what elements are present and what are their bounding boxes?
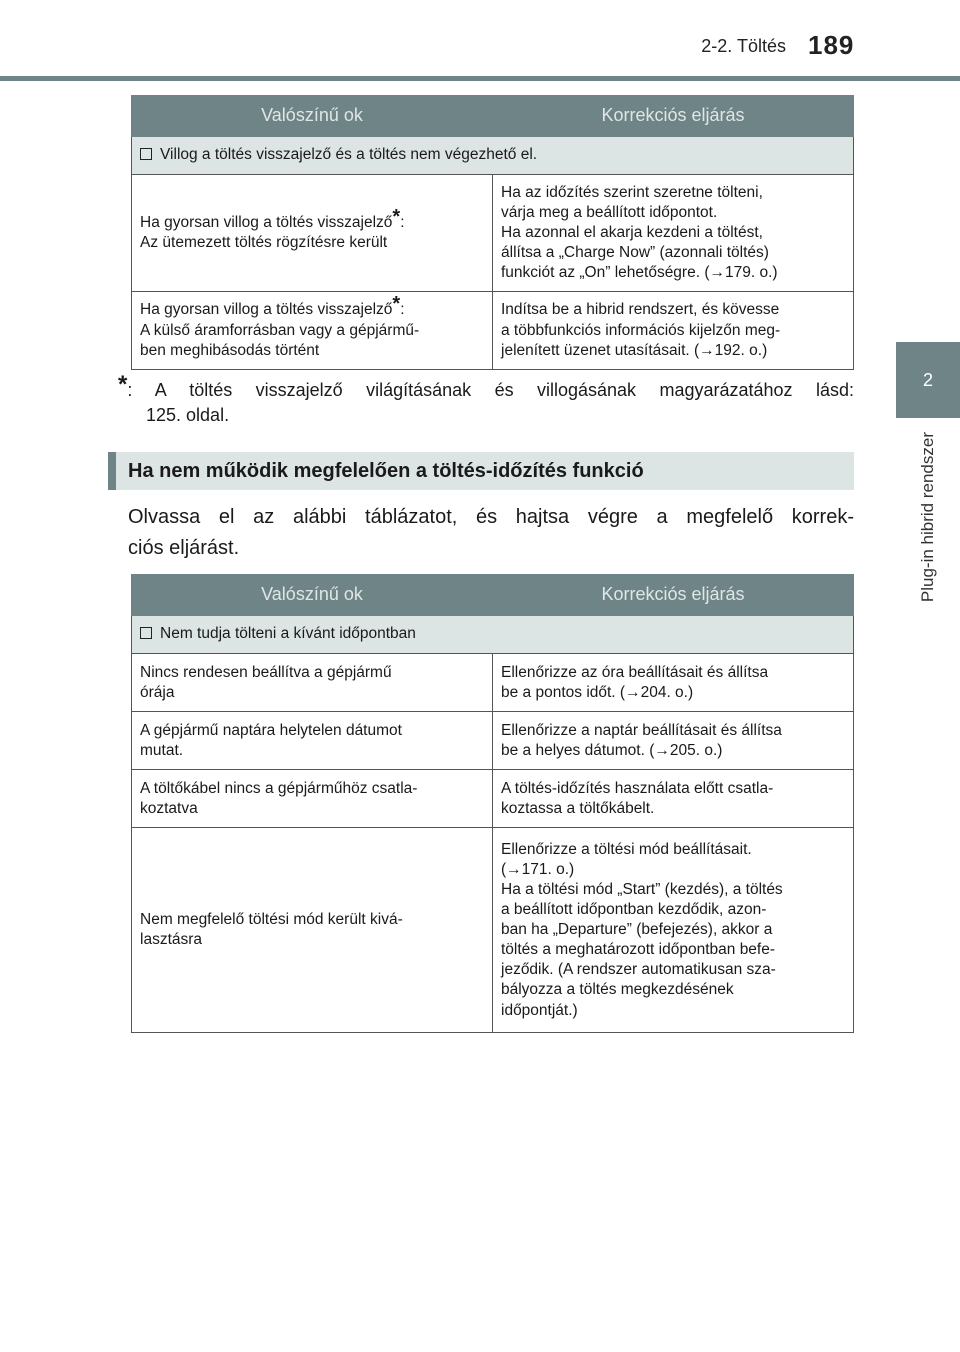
fix-cell	[493, 654, 854, 712]
cause-text: koztatva	[140, 799, 198, 817]
checkbox-bullet-icon	[140, 148, 152, 160]
fix-text: Ha a töltési mód „Start” (kezdés), a töltés	[501, 880, 783, 898]
table-subheader-row	[132, 137, 854, 175]
fix-text: be a pontos időt. (→204. o.)	[501, 683, 694, 701]
header-rule	[0, 76, 960, 81]
intro-line: Olvassa el az alábbi táblázatot, és hajtsa végre a megfelelő korrek-	[128, 506, 854, 528]
table-row	[132, 770, 854, 828]
cause-text: ben meghibásodás történt	[140, 341, 320, 359]
cause-text: Nem megfelelő töltési mód került kivá-	[140, 911, 403, 928]
table-row	[132, 712, 854, 770]
cause-cell	[132, 712, 493, 770]
footnote-line: 125. oldal.	[146, 405, 230, 426]
cause-cell	[132, 770, 493, 828]
cause-text: mutat.	[140, 741, 184, 759]
fix-cell	[493, 175, 854, 292]
table-row	[132, 654, 854, 712]
cause-text: Ha gyorsan villog a töltés visszajelző	[140, 214, 393, 231]
fix-text: Ellenőrizze a töltési mód beállításait.	[501, 840, 752, 858]
column-header-fix: Korrekciós eljárás	[493, 575, 854, 616]
cause-table-2	[131, 574, 854, 1033]
footnote-text: : A töltés visszajelző világításának és villogásának magyarázatához lásd:	[127, 380, 854, 400]
table-subheader-row	[132, 616, 854, 654]
fix-text: állítsa a „Charge Now” (azonnali töltés)	[501, 244, 769, 262]
cause-text: Az ütemezett töltés rögzítésre került	[140, 234, 388, 252]
footnote-mark: *	[392, 293, 401, 316]
column-header-fix: Korrekciós eljárás	[493, 96, 854, 137]
fix-text: a beállított időpontban kezdődik, azon-	[501, 900, 767, 918]
fix-text: be a helyes dátumot. (→205. o.)	[501, 741, 723, 759]
table-header-row	[132, 96, 854, 137]
subheader-text: Villog a töltés visszajelző és a töltés nem végezhető el.	[160, 146, 538, 163]
fix-text: bályozza a töltés megkezdésének	[501, 981, 734, 999]
column-header-cause: Valószínű ok	[132, 96, 493, 137]
fix-cell	[493, 770, 854, 828]
page-number: 189	[808, 30, 855, 60]
fix-text: Ellenőrizze a naptár beállításait és állítsa	[501, 721, 782, 739]
cause-cell	[132, 175, 493, 292]
cause-text: A gépjármű naptára helytelen dátumot	[140, 721, 402, 739]
fix-text: A töltés-időzítés használata előtt csatla-	[501, 779, 774, 797]
fix-cell	[493, 292, 854, 370]
fix-text: időpontját.)	[501, 1001, 578, 1019]
footnote-mark: *	[118, 371, 128, 398]
column-header-cause: Valószínű ok	[132, 575, 493, 616]
table-subheader	[132, 616, 854, 654]
fix-cell	[493, 828, 854, 1033]
cause-text: órája	[140, 683, 175, 701]
fix-text: funkciót az „On” lehetőségre. (→179. o.)	[501, 264, 778, 282]
cause-text-colon: :	[400, 301, 405, 319]
table-subheader	[132, 137, 854, 175]
cause-text: lasztásra	[140, 931, 203, 949]
section-title: 2-2. Töltés	[701, 36, 786, 56]
fix-text: jelenített üzenet utasításait. (→192. o.)	[501, 341, 768, 359]
section-heading: Ha nem működik megfelelően a töltés-időzítés funkció	[108, 452, 854, 490]
cause-text-colon: :	[400, 214, 405, 231]
fix-text: töltés a meghatározott időpontban befe-	[501, 941, 776, 959]
intro-line: ciós eljárást.	[128, 537, 240, 559]
fix-text: a többfunkciós információs kijelzőn meg-	[501, 321, 781, 339]
cause-table-1	[131, 95, 854, 370]
chapter-title-wrap	[896, 418, 960, 650]
fix-text: Ha az időzítés szerint szeretne tölteni,	[501, 183, 763, 201]
fix-text: Ellenőrizze az óra beállításait és állítsa	[501, 663, 769, 681]
fix-cell	[493, 712, 854, 770]
footnote	[118, 371, 854, 428]
table-header-row	[132, 575, 854, 616]
cause-text: Nincs rendesen beállítva a gépjármű	[140, 663, 392, 681]
intro-paragraph	[128, 502, 854, 564]
fix-text: Indítsa be a hibrid rendszert, és kövesse	[501, 301, 780, 319]
cause-text: A külső áramforrásban vagy a gépjármű-	[140, 321, 420, 339]
chapter-title: Plug-in hibrid rendszer	[918, 432, 937, 603]
table-row	[132, 828, 854, 1033]
fix-text: Ha azonnal el akarja kezdeni a töltést,	[501, 224, 763, 242]
fix-text: jeződik. (A rendszer automatikusan sza-	[501, 961, 776, 979]
table-row	[132, 175, 854, 292]
cause-text: A töltőkábel nincs a gépjárműhöz csatla-	[140, 779, 418, 797]
cause-cell	[132, 654, 493, 712]
footnote-line	[118, 371, 854, 403]
fix-text: várja meg a beállított időpontot.	[501, 203, 718, 221]
cause-text: Ha gyorsan villog a töltés visszajelző	[140, 301, 393, 319]
cause-cell	[132, 828, 493, 1033]
cause-cell	[132, 292, 493, 370]
fix-text: koztassa a töltőkábelt.	[501, 799, 655, 817]
subheader-text: Nem tudja tölteni a kívánt időpontban	[160, 625, 416, 642]
fix-text: ban ha „Departure” (befejezés), akkor a	[501, 921, 773, 939]
checkbox-bullet-icon	[140, 627, 152, 639]
fix-text: (→171. o.)	[501, 860, 575, 878]
chapter-tab: 2	[896, 342, 960, 418]
footnote-mark: *	[392, 206, 401, 228]
table-row	[132, 292, 854, 370]
